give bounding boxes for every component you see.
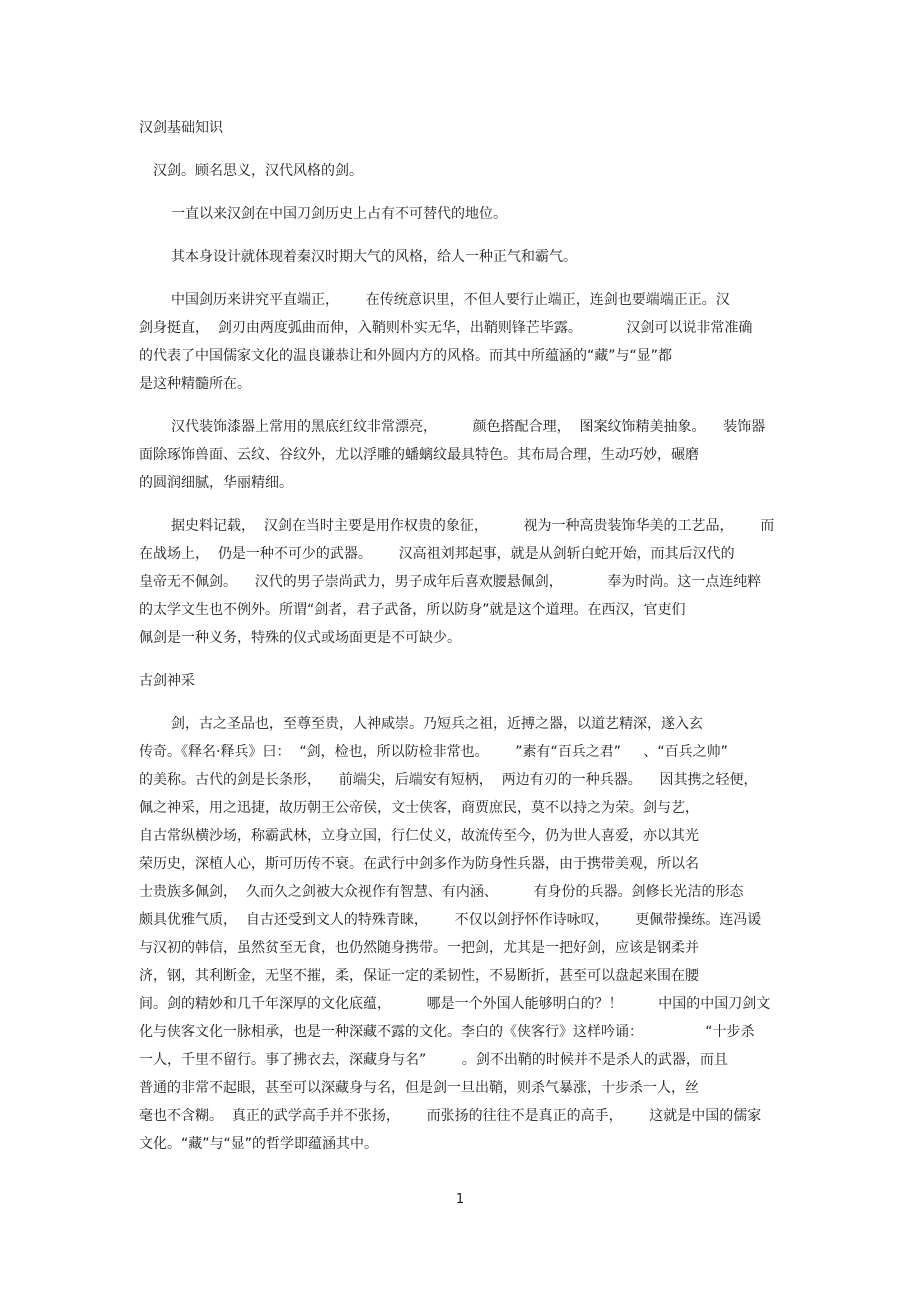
paragraph-line: 化与侠客文化一脉相承，也是一种深藏不露的文化。李白的《侠客行》这样吟诵： “十步杀 — [139, 1024, 755, 1040]
paragraph-line: 的美称。古代的剑是长条形， 前端尖，后端安有短柄， 两边有刃的一种兵器。 因其携之轻便， — [139, 772, 758, 788]
paragraph-line: 汉代装饰漆器上常用的黑底红纹非常漂亮， 颜色搭配合理， 图案纹饰精美抽象。 装饰器 — [171, 419, 766, 435]
paragraph-line: 的代表了中国儒家文化的温良谦恭让和外圆内方的风格。而其中所蕴涵的“藏”与“显”都 — [139, 348, 673, 364]
paragraph-line: 佩剑是一种义务，特殊的仪式或场面更是不可缺少。 — [139, 630, 461, 646]
paragraph-line: 佩之神采，用之迅捷，故历朝王公帝侯，文士侠客，商贾庶民，莫不以持之为荣。剑与艺， — [139, 800, 699, 816]
page-number: 1 — [455, 1192, 465, 1207]
paragraph-line: 传奇。《释名·释兵》曰： “剑，检也，所以防检非常也。 ”素有“百兵之君” 、“百兵之帅” — [139, 744, 728, 760]
paragraph-line: 的太学文生也不例外。所谓“剑者，君子武备，所以防身”就是这个道理。在西汉，官吏们 — [139, 602, 686, 618]
paragraph-line: 面除琢饰兽面、云纹、谷纹外，尤以浮雕的蟠螭纹最具特色。其布局合理，生动巧妙，碾磨 — [139, 447, 699, 463]
paragraph-line: 一直以来汉剑在中国刀剑历史上占有不可替代的地位。 — [171, 206, 507, 222]
paragraph-line: 自古常纵横沙场，称霸武林，立身立国，行仁仗义，故流传至今，仍为世人喜爱，亦以其光 — [139, 828, 699, 844]
paragraph-line: 其本身设计就体现着秦汉时期大气的风格，给人一种正气和霸气。 — [171, 249, 577, 265]
paragraph-line: 剑身挺直， 剑刃由两度弧曲而伸，入鞘则朴实无华，出鞘则锋芒毕露。 汉剑可以说非常准确 — [139, 320, 753, 336]
paragraph-line: 在战场上， 仍是一种不可少的武器。 汉高祖刘邦起事，就是从剑斩白蛇开始，而其后汉代的 — [139, 546, 735, 562]
paragraph-line: 毫也不含糊。 真正的武学高手并不张扬， 而张扬的往往不是真正的高手， 这就是中国的儒家 — [139, 1108, 762, 1124]
paragraph-line: 的圆润细腻，华丽精细。 — [139, 475, 293, 491]
section-title: 古剑神采 — [139, 673, 195, 689]
paragraph-line: 与汉初的韩信，虽然贫至无食，也仍然随身携带。一把剑，尤其是一把好剑，应该是钢柔并 — [139, 940, 699, 956]
paragraph-line: 据史料记载， 汉剑在当时主要是用作权贵的象征， 视为一种高贵装饰华美的工艺品， 而 — [171, 518, 775, 534]
paragraph-line: 是这种精髓所在。 — [139, 376, 251, 392]
paragraph-line: 济，钢，其利断金，无坚不摧，柔，保证一定的柔韧性，不易断折，甚至可以盘起来围在腰 — [139, 968, 699, 984]
paragraph-line: 颇具优雅气质， 自古还受到文人的特殊青睐， 不仅以剑抒怀作诗咏叹， 更佩带操练。连冯谖 — [139, 912, 762, 928]
section-title: 汉剑基础知识 — [139, 120, 223, 136]
paragraph-line: 皇帝无不佩剑。 汉代的男子崇尚武力，男子成年后喜欢腰悬佩剑， 奉为时尚。这一点连纯粹 — [139, 574, 762, 590]
paragraph-line: 荣历史，深植人心，斯可历传不衰。在武行中剑多作为防身性兵器，由于携带美观，所以名 — [139, 856, 699, 872]
paragraph-line: 一人，千里不留行。事了拂衣去，深藏身与名” 。剑不出鞘的时候并不是杀人的武器，而且 — [139, 1052, 728, 1068]
paragraph-line: 汉剑。顾名思义，汉代风格的剑。 — [153, 163, 363, 179]
paragraph-line: 剑，古之圣品也，至尊至贵，人神咸崇。乃短兵之祖，近搏之器，以道艺精深，遂入玄 — [171, 716, 703, 732]
paragraph-line: 间。剑的精妙和几千年深厚的文化底蕴， 哪是一个外国人能够明白的？！ 中国的中国刀剑文 — [139, 996, 771, 1012]
paragraph-line: 普通的非常不起眼，甚至可以深藏身与名，但是剑一旦出鞘，则杀气暴涨，十步杀一人，丝 — [139, 1080, 699, 1096]
paragraph-line: 文化。“藏”与“显”的哲学即蕴涵其中。 — [139, 1136, 379, 1152]
paragraph-line: 士贵族多佩剑， 久而久之剑被大众视作有智慧、有内涵、 有身份的兵器。剑修长光洁的形态 — [139, 884, 744, 900]
paragraph-line: 中国剑历来讲究平直端正， 在传统意识里，不但人要行止端正，连剑也要端端正正。汉 — [171, 292, 730, 308]
